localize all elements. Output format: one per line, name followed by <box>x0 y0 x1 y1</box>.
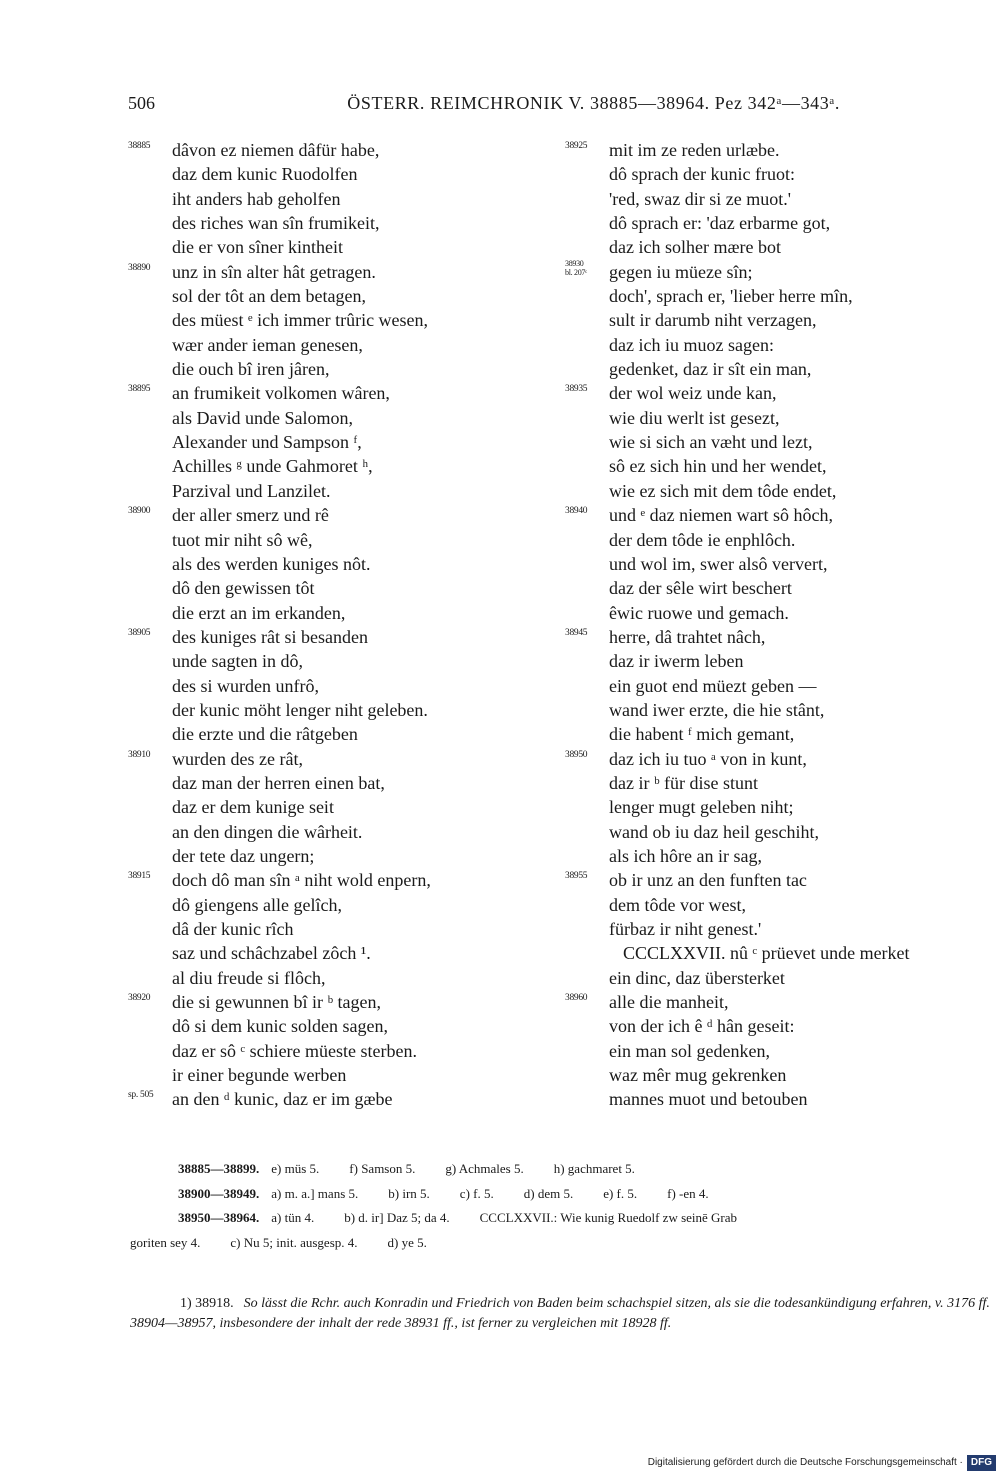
verse-line <box>565 479 995 503</box>
verse-text: der aller smerz und rê <box>172 505 329 526</box>
variant-reading: a) m. a.] mans 5. <box>271 1185 359 1201</box>
verse-line <box>128 479 568 503</box>
verse-line <box>565 698 995 722</box>
variant-reading: h) gachmaret 5. <box>553 1161 635 1176</box>
verse-line <box>565 917 995 941</box>
verse-text: dô den gewissen tôt <box>172 578 315 599</box>
verse-line <box>565 1087 995 1111</box>
verse-line <box>128 284 568 308</box>
verse-line <box>565 162 995 186</box>
verse-line <box>565 454 995 478</box>
verse-text: ob ir unz an den funften tac <box>609 870 807 891</box>
verse-text: wær ander ieman genesen, <box>172 334 363 355</box>
page-header <box>128 93 840 119</box>
verse-line <box>128 235 568 259</box>
verse-text: von der ich ê ᵈ hân geseit: <box>609 1016 795 1037</box>
verse-text: die erzt an im erkanden, <box>172 602 346 623</box>
verse-text: die habent ᶠ mich gemant, <box>609 724 795 745</box>
verse-line <box>128 211 568 235</box>
footnote-number: 1) 38918. <box>180 1296 234 1311</box>
verse-line <box>565 747 995 771</box>
verse-line <box>128 966 568 990</box>
verse-text: die ouch bî iren jâren, <box>172 359 330 380</box>
verse-text: an den ᵈ kunic, daz er im gæbe <box>172 1089 393 1110</box>
verse-line <box>565 381 995 405</box>
verse-line <box>128 162 568 186</box>
verse-text: Achilles ᵍ unde Gahmoret ʰ, <box>172 456 373 477</box>
variant-reading: a) tün 4. <box>271 1210 315 1225</box>
verse-text: alle die manheit, <box>609 992 729 1013</box>
verse-text: saz und schâchzabel zôch ¹. <box>172 943 371 964</box>
verse-line <box>128 990 568 1014</box>
footnote-text: So lässt die Rchr. auch Konradin und Friedrich von Baden beim schachspiel sitzen, als sie die todesankündigung erfahren, v. 3176 ff. 38904—38957, insbesondere der inhalt der rede 38931 ff., ist ferner zu vergleichen mit 18928 ff. <box>130 1296 990 1331</box>
verse-text: wand iwer erzte, die hie stânt, <box>609 699 825 720</box>
verse-line <box>128 308 568 332</box>
variant-reading: c) Nu 5; init. ausgesp. 4. <box>230 1234 358 1250</box>
verse-line <box>128 138 568 162</box>
verse-line <box>128 430 568 454</box>
verse-line <box>565 430 995 454</box>
verse-text: des kuniges rât si besanden <box>172 626 368 647</box>
verse-text: dem tôde vor west, <box>609 894 746 915</box>
verse-line <box>565 941 995 965</box>
verse-line <box>565 601 995 625</box>
running-title: ÖSTERR. REIMCHRONIK V. 38885—38964. Pez 342ᵃ—343ᵃ. <box>347 93 840 113</box>
verse-line <box>565 771 995 795</box>
line-number: 38950 <box>565 749 588 760</box>
verse-text: dô sprach der kunic fruot: <box>609 164 795 185</box>
verse-text: ein man sol gedenken, <box>609 1040 770 1061</box>
verse-text: sult ir darumb niht verzagen, <box>609 310 817 331</box>
verse-text: Alexander und Sampson ᶠ, <box>172 432 362 453</box>
verse-line <box>128 674 568 698</box>
verse-line <box>565 406 995 430</box>
verse-text: sol der tôt an dem betagen, <box>172 286 366 307</box>
verse-text: des si wurden unfrô, <box>172 675 319 696</box>
right-verse-column <box>565 138 995 1112</box>
verse-text: gedenket, daz ir sît ein man, <box>609 359 812 380</box>
verse-text: doch dô man sîn ᵃ niht wold enpern, <box>172 870 431 891</box>
verse-line <box>128 941 568 965</box>
verse-line <box>565 308 995 332</box>
verse-line <box>128 649 568 673</box>
verse-line <box>565 722 995 746</box>
verse-line <box>128 820 568 844</box>
variant-reading: e) f. 5. <box>603 1185 638 1201</box>
verse-text: wurden des ze rât, <box>172 748 303 769</box>
verse-text: mannes muot und betouben <box>609 1089 808 1110</box>
line-number: sp. 505 <box>128 1090 154 1101</box>
funding-text: Digitalisierung gefördert durch die Deutsche Forschungsgemeinschaft · <box>647 1457 963 1468</box>
variant-reading: f) Samson 5. <box>349 1161 416 1176</box>
verse-text: wie ez sich mit dem tôde endet, <box>609 480 837 501</box>
verse-line <box>565 235 995 259</box>
verse-text: dô giengens alle gelîch, <box>172 894 342 915</box>
verse-text: daz dem kunic Ruodolfen <box>172 164 358 185</box>
verse-text: dâvon ez niemen dâfür habe, <box>172 140 380 160</box>
verse-text: mit im ze reden urlæbe. <box>609 140 780 160</box>
verse-text: an den dingen die wârheit. <box>172 821 363 842</box>
line-number: 38945 <box>565 627 588 638</box>
verse-text: ein guot end müezt geben — <box>609 675 817 696</box>
verse-line <box>128 601 568 625</box>
line-number: 38925 <box>565 141 588 151</box>
verse-line <box>565 138 995 162</box>
variant-row <box>130 1182 992 1207</box>
line-number: 38955 <box>565 871 588 882</box>
verse-text: unde sagten in dô, <box>172 651 303 672</box>
line-number: 38935 <box>565 384 588 395</box>
verse-line <box>565 795 995 819</box>
line-number: 38910 <box>128 749 151 760</box>
verse-line <box>128 1014 568 1038</box>
variant-reading: goriten sey 4. <box>130 1234 201 1250</box>
line-number: 38930 bl. 207ᶜ <box>565 258 587 277</box>
line-number: 38890 <box>128 262 151 273</box>
verse-line <box>128 771 568 795</box>
verse-text: êwic ruowe und gemach. <box>609 602 789 623</box>
verse-text: iht anders hab geholfen <box>172 188 341 209</box>
verse-line <box>565 1014 995 1038</box>
verse-line <box>128 357 568 381</box>
verse-line <box>128 333 568 357</box>
verse-text: al diu freude si flôch, <box>172 967 326 988</box>
variant-range: 38950—38964. <box>178 1210 260 1225</box>
verse-line <box>128 381 568 405</box>
verse-text: als des werden kuniges nôt. <box>172 553 371 574</box>
verse-text: daz man der herren einen bat, <box>172 772 385 793</box>
verse-line <box>565 357 995 381</box>
verse-line <box>565 503 995 527</box>
verse-line <box>565 284 995 308</box>
verse-text: ir einer begunde werben <box>172 1065 347 1086</box>
verse-text: die er von sîner kintheit <box>172 237 343 258</box>
verse-line <box>565 625 995 649</box>
verse-text: wand ob iu daz heil geschiht, <box>609 821 819 842</box>
verse-line <box>128 1039 568 1063</box>
verse-line <box>128 552 568 576</box>
verse-text: dô sprach er: 'daz erbarme got, <box>609 213 831 234</box>
verse-text: ein dinc, daz übersterket <box>609 967 785 988</box>
verse-text: als David unde Salomon, <box>172 407 353 428</box>
verse-text: die erzte und die râtgeben <box>172 724 358 745</box>
verse-line <box>128 844 568 868</box>
verse-text: unz in sîn alter hât getragen. <box>172 261 376 282</box>
variant-row <box>130 1231 992 1256</box>
verse-text: CCCLXXVII. nû ᶜ prüevet unde merket <box>623 943 910 964</box>
verse-line <box>128 260 568 284</box>
verse-text: wie si sich an væht und lezt, <box>609 432 813 453</box>
verse-line <box>565 1063 995 1087</box>
verse-line <box>565 211 995 235</box>
variant-reading: b) irn 5. <box>388 1185 430 1201</box>
verse-text: daz der sêle wirt beschert <box>609 578 792 599</box>
variant-row <box>130 1157 992 1182</box>
verse-line <box>128 1087 568 1111</box>
verse-line <box>128 625 568 649</box>
verse-line <box>565 820 995 844</box>
verse-text: daz er sô ᶜ schiere müeste sterben. <box>172 1040 418 1061</box>
verse-line <box>128 1063 568 1087</box>
verse-text: waz mêr mug gekrenken <box>609 1065 787 1086</box>
verse-text: fürbaz ir niht genest.' <box>609 919 762 939</box>
verse-text: Parzival und Lanzilet. <box>172 480 331 501</box>
variant-reading: b) d. ir] Daz 5; da 4. <box>344 1210 450 1225</box>
verse-line <box>565 893 995 917</box>
variant-apparatus <box>130 1157 992 1255</box>
verse-line <box>565 528 995 552</box>
funding-notice <box>648 1455 996 1471</box>
verse-line <box>128 698 568 722</box>
line-number: 38900 <box>128 506 151 517</box>
variant-reading: c) f. 5. <box>459 1185 494 1201</box>
verse-text: gegen iu müeze sîn; <box>609 261 753 282</box>
line-number: 38940 <box>565 506 588 517</box>
verse-text: der dem tôde ie enphlôch. <box>609 529 796 550</box>
variant-reading: g) Achmales 5. <box>445 1161 524 1176</box>
verse-line <box>128 795 568 819</box>
variant-reading: d) dem 5. <box>523 1185 574 1201</box>
verse-line <box>128 187 568 211</box>
verse-text: daz ir iwerm leben <box>609 651 744 672</box>
verse-text: dô si dem kunic solden sagen, <box>172 1016 388 1037</box>
line-number: 38960 <box>565 993 588 1004</box>
verse-text: daz ir ᵇ für dise stunt <box>609 772 759 793</box>
variant-range: 38885—38899. <box>178 1161 260 1176</box>
verse-text: doch', sprach er, 'lieber herre mîn, <box>609 286 853 307</box>
verse-text: der wol weiz unde kan, <box>609 383 777 404</box>
variant-row <box>130 1206 992 1231</box>
verse-text: des riches wan sîn frumikeit, <box>172 213 380 234</box>
verse-line <box>565 966 995 990</box>
verse-line <box>565 1039 995 1063</box>
verse-line <box>565 333 995 357</box>
verse-line <box>565 552 995 576</box>
verse-text: daz ich solher mære bot <box>609 237 781 258</box>
verse-line <box>565 868 995 892</box>
verse-line <box>128 503 568 527</box>
verse-text: wie diu werlt ist gesezt, <box>609 407 780 428</box>
verse-text: daz er dem kunige seit <box>172 797 334 818</box>
verse-line <box>128 747 568 771</box>
verse-text: daz ich iu tuo ᵃ von in kunt, <box>609 748 807 769</box>
verse-line <box>565 674 995 698</box>
variant-reading: d) ye 5. <box>387 1234 427 1250</box>
dfg-logo: DFG <box>967 1455 996 1471</box>
verse-text: an frumikeit volkomen wâren, <box>172 383 390 404</box>
line-number: 38895 <box>128 384 151 395</box>
line-number: 38915 <box>128 871 151 882</box>
verse-text: tuot mir niht sô wê, <box>172 529 313 550</box>
verse-text: der kunic möht lenger niht geleben. <box>172 699 428 720</box>
verse-line <box>565 260 995 284</box>
verse-line <box>565 649 995 673</box>
verse-line <box>565 576 995 600</box>
verse-line <box>128 406 568 430</box>
verse-text: des müest ᵉ ich immer trûric wesen, <box>172 310 429 331</box>
verse-line <box>128 893 568 917</box>
verse-line <box>565 844 995 868</box>
verse-line <box>128 454 568 478</box>
verse-text: und ᵉ daz niemen wart sô hôch, <box>609 505 834 526</box>
line-number: 38920 <box>128 993 151 1004</box>
verse-line <box>565 187 995 211</box>
verse-text: daz ich iu muoz sagen: <box>609 334 774 355</box>
verse-text: 'red, swaz dir si ze muot.' <box>609 188 791 209</box>
verse-text: die si gewunnen bî ir ᵇ tagen, <box>172 992 382 1013</box>
verse-text: und wol im, swer alsô ververt, <box>609 553 828 574</box>
verse-text: sô ez sich hin und her wendet, <box>609 456 827 477</box>
line-number: 38885 <box>128 141 151 151</box>
verse-line <box>128 528 568 552</box>
line-number: 38905 <box>128 627 151 638</box>
verse-line <box>128 576 568 600</box>
variant-reading: CCCLXXVII.: Wie kunig Ruedolf zw seinē Grab <box>479 1210 738 1225</box>
variant-reading: e) müs 5. <box>271 1161 320 1176</box>
verse-line <box>128 917 568 941</box>
verse-text: lenger mugt geleben niht; <box>609 797 794 818</box>
left-verse-column <box>128 138 568 1112</box>
variant-reading: f) -en 4. <box>667 1185 709 1201</box>
verse-text: als ich hôre an ir sag, <box>609 845 762 866</box>
verse-text: herre, dâ trahtet nâch, <box>609 626 766 647</box>
verse-text: der tete daz ungern; <box>172 845 315 866</box>
verse-line <box>128 722 568 746</box>
verse-line <box>565 990 995 1014</box>
verse-line <box>128 868 568 892</box>
page-number: 506 <box>128 93 155 113</box>
variant-range: 38900—38949. <box>178 1185 260 1201</box>
footnote <box>130 1294 990 1334</box>
verse-text: dâ der kunic rîch <box>172 919 294 939</box>
